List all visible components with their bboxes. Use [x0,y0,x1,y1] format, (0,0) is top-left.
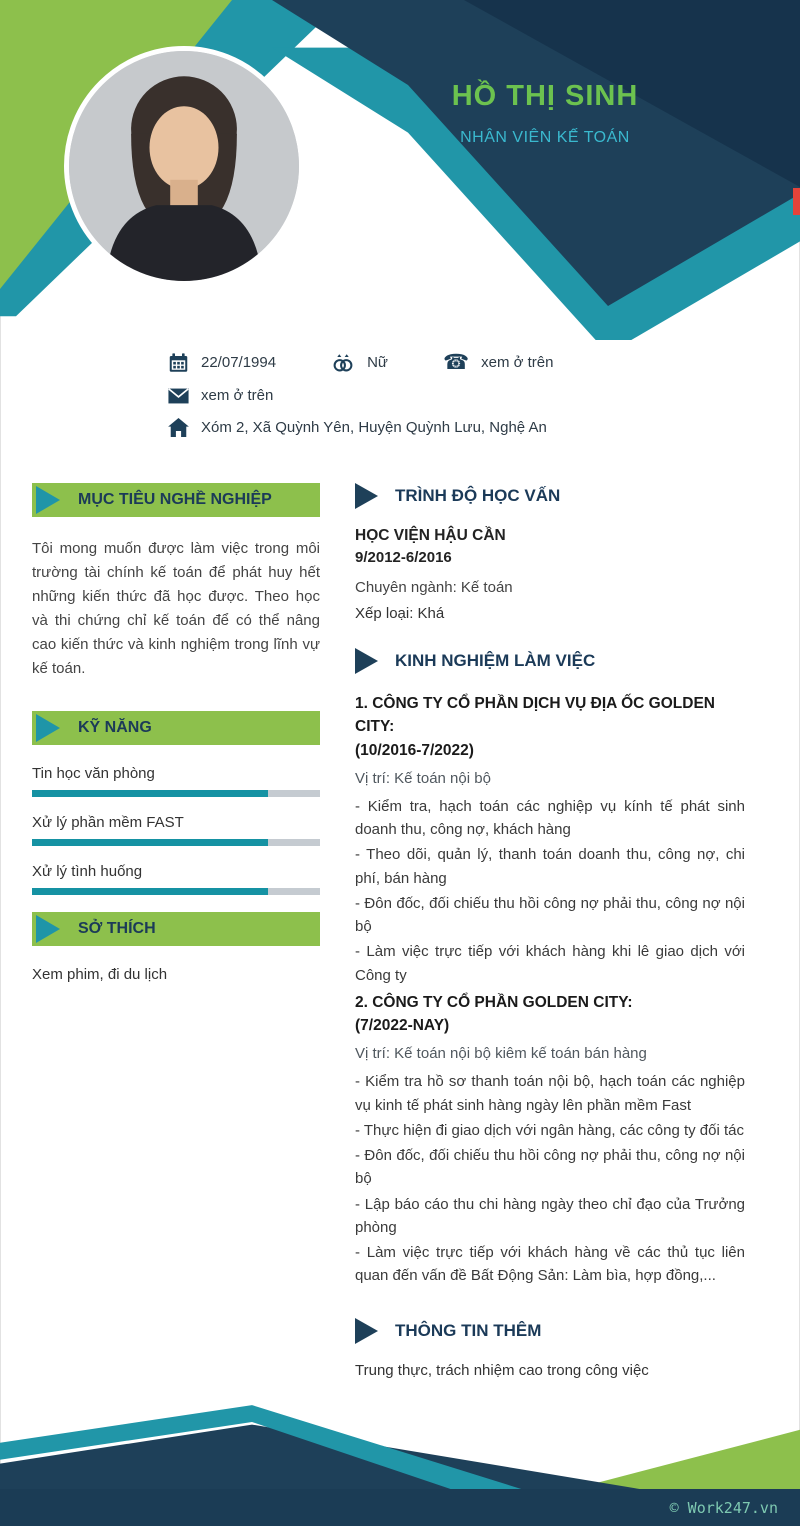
scrollbar-marker [793,188,800,215]
section-title: SỞ THÍCH [78,920,156,937]
objective-section [32,483,320,681]
footer-strip [0,1489,800,1526]
section-title: TRÌNH ĐỘ HỌC VẤN [395,486,561,505]
skill-item [32,814,320,846]
identity-block [385,80,705,147]
skills-section [32,711,320,895]
dob-value: 22/07/1994 [201,354,277,371]
copyright-text: © Work247.vn [669,1498,778,1517]
skill-item [32,863,320,895]
section-header-skills [32,711,320,745]
grade: Xếp loại: Khá [355,605,445,622]
company-period: (10/2016-7/2022) [355,741,474,759]
contact-email [168,387,273,404]
skill-label: Xử lý tình huống [32,863,143,880]
job-position: Vị trí: Kế toán nội bộ [355,769,491,787]
contact-address [168,418,547,437]
skill-progress-fill [32,839,268,846]
gender-rings-icon [331,352,355,373]
duty-item: - Kiểm tra hồ sơ thanh toán nội bộ, hạch toán các nghiệp vụ kinh tế phát sinh hàng ngày lên phần mềm Fast [355,1073,745,1114]
section-header-education [355,483,745,509]
arrow-right-icon [355,483,378,509]
phone-icon: ☎ [442,351,470,374]
company-period: (7/2022-NAY) [355,1017,450,1034]
calendar-icon [168,352,189,373]
duty-item: - Làm việc trực tiếp với khách hàng khi lê giao dịch với Công ty [355,943,745,984]
skill-item [32,765,320,797]
objective-text: Tôi mong muốn được làm việc trong môi trường tài chính kế toán để phát huy hết những kiến thức đã học được. Theo học và thi chứng chỉ kế toán để có thể nâng cao kiến thức và kinh nghiệm trong lĩnh vự kế toán. [32,540,320,677]
skill-progress-fill [32,888,268,895]
duties-list [355,1070,745,1287]
gender-value: Nữ [367,354,388,371]
arrow-right-icon [355,1318,378,1344]
company-name: 2. CÔNG TY CỔ PHẦN GOLDEN CITY: [355,993,633,1011]
address-value: Xóm 2, Xã Quỳnh Yên, Huyện Quỳnh Lưu, Nghệ An [201,419,547,436]
main-columns [0,437,800,1379]
home-icon [168,418,189,437]
skill-label: Xử lý phần mềm FAST [32,814,184,831]
section-title: MỤC TIÊU NGHỀ NGHIỆP [78,491,272,508]
section-header-additional [355,1318,745,1344]
section-header-hobbies [32,912,320,946]
school-name: HỌC VIỆN HẬU CẦN [355,527,506,544]
duty-item: - Theo dõi, quản lý, thanh toán doanh thu, công nợ, chi phí, bán hàng [355,846,745,887]
header [0,0,800,340]
skill-progress-track [32,790,320,797]
arrow-right-icon [355,648,378,674]
section-title: KINH NGHIỆM LÀM VIỆC [395,651,596,670]
arrow-right-icon [36,714,60,742]
company-name: 1. CÔNG TY CỔ PHẦN DỊCH VỤ ĐỊA ỐC GOLDEN CITY: [355,695,715,736]
duty-item: - Lập báo cáo thu chi hàng ngày theo chỉ đạo của Trưởng phòng [355,1195,745,1236]
footer [0,1396,800,1526]
duties-list [355,795,745,987]
job-position: Vị trí: Kế toán nội bộ kiêm kế toán bán hàng [355,1045,647,1063]
candidate-name: HỒ THỊ SINH [451,80,639,112]
candidate-job-title: NHÂN VIÊN KẾ TOÁN [460,129,630,146]
duty-item: - Kiểm tra, hạch toán các nghiệp vụ kính tế phát sinh doanh thu, công nợ, khách hàng [355,797,745,838]
skills-list [32,765,320,895]
duty-item: - Thực hiện đi giao dịch với ngân hàng, các công ty đối tác [355,1121,744,1139]
hobbies-section [32,912,320,983]
contact-row-1 [168,352,800,373]
school-period: 9/2012-6/2016 [355,549,452,566]
section-header-objective [32,483,320,517]
skill-progress-track [32,888,320,895]
duty-item: - Đôn đốc, đối chiếu thu hồi công nợ phải thu, công nợ nội bộ [355,1147,745,1188]
education-section [355,483,745,622]
email-value: xem ở trên [201,387,274,404]
additional-info-section [355,1318,745,1379]
contact-section [168,352,800,437]
job-entry [355,692,745,987]
section-title: KỸ NĂNG [78,719,152,736]
skill-label: Tin học văn phòng [32,765,155,782]
skill-progress-track [32,839,320,846]
section-title: THÔNG TIN THÊM [395,1320,542,1340]
additional-info-text: Trung thực, trách nhiệm cao trong công việc [355,1361,649,1379]
duty-item: - Làm việc trực tiếp với khách hàng về các thủ tục liên quan đến vấn đề Bất Động Sản: Làm bìa, hợp đồng,... [355,1244,745,1285]
profile-photo [64,46,304,286]
major: Chuyên ngành: Kế toán [355,579,513,596]
arrow-right-icon [36,486,60,514]
contact-dob [168,352,276,373]
contact-row-3 [168,418,800,437]
experience-section [355,648,745,1288]
phone-value: xem ở trên [481,354,554,371]
arrow-right-icon [36,915,60,943]
skill-progress-fill [32,790,268,797]
section-header-experience [355,648,745,674]
mail-icon [168,388,189,404]
avatar-placeholder [69,51,299,281]
left-column [32,483,320,983]
job-entry [355,991,745,1288]
contact-gender [331,352,388,373]
duty-item: - Đôn đốc, đối chiếu thu hồi công nợ phải thu, công nợ nội bộ [355,894,745,935]
contact-phone [443,352,554,373]
right-column [355,483,745,1379]
hobbies-text: Xem phim, đi du lịch [32,966,168,983]
contact-row-2 [168,387,800,404]
